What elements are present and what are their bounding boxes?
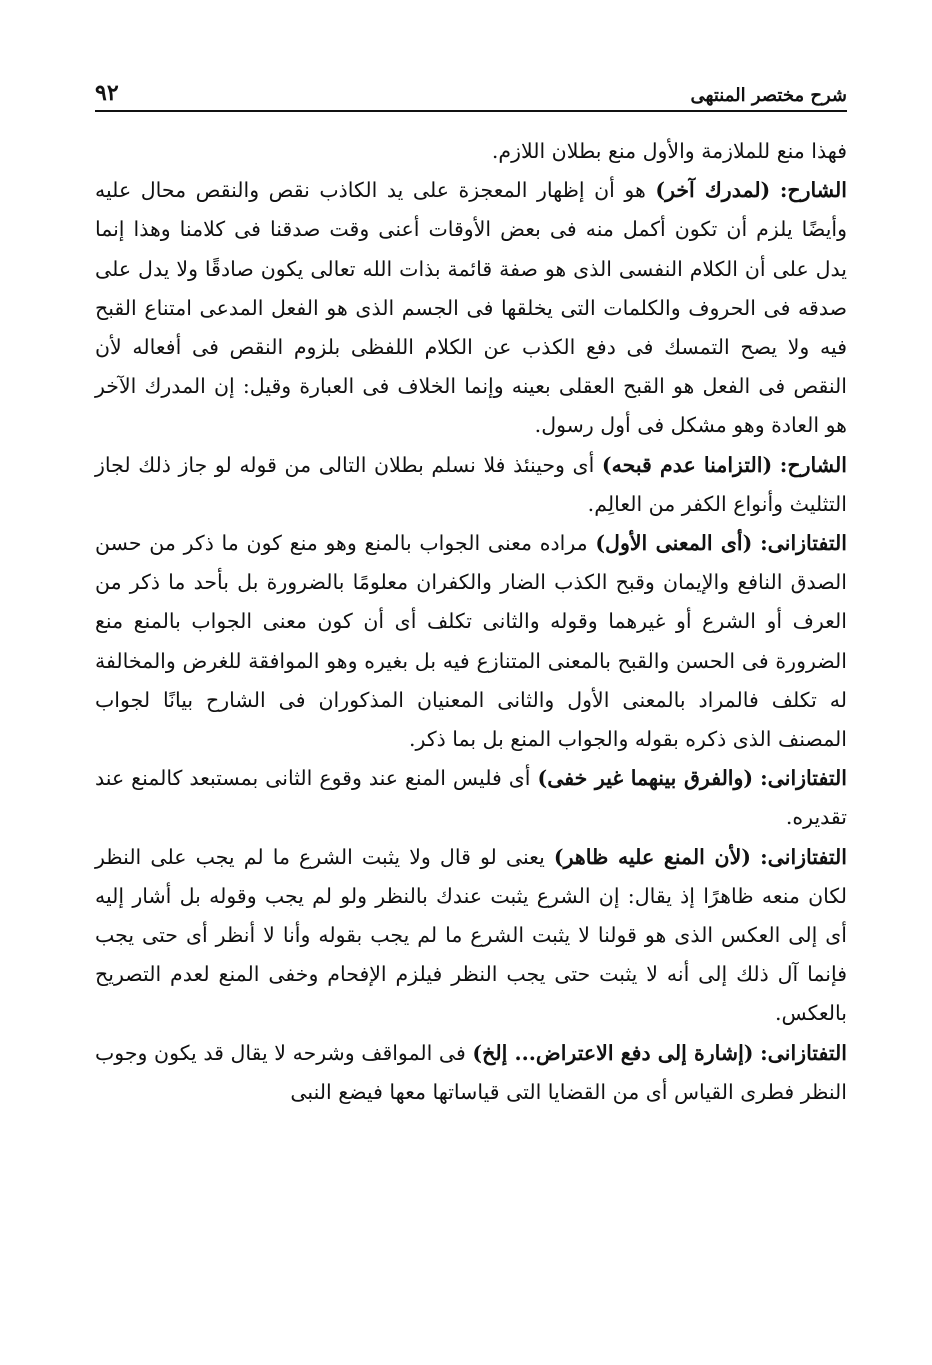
book-page	[95, 70, 847, 1340]
paragraph-text: فى المواقف وشرحه لا يقال قد يكون وجوب النظر فطرى القياس أى من القضايا التى قياساتها معها فيضع النبى	[95, 1040, 847, 1104]
paragraph-commentary	[95, 524, 847, 759]
paragraph-commentary	[95, 759, 847, 837]
paragraph-commentary	[95, 446, 847, 524]
quoted-lemma: (لمدرك آخر)	[655, 178, 771, 203]
quoted-lemma: (والفرق بينهما غير خفى)	[537, 766, 754, 791]
quoted-lemma: (لأن المنع عليه ظاهر)	[553, 844, 751, 869]
speaker-label: الشارح:	[779, 178, 847, 203]
paragraph-text: هو أن إظهار المعجزة على يد الكاذب نقص والنقص محال عليه وأيضًا يلزم أن تكون أكمل منه فى بعض الأوقات أعنى وقت صدقنا فى كلامنا وهذا إنما يدل على أن الكلام النفسى الذى هو صفة قائمة بذات الله تعالى يكون صادقًا ولا يدل على صدقه فى الحروف والكلمات التى يخلقها فى الجسم الذى هو الفعل المدعى امتناع القبح فيه ولا يصح التمسك فى دفع الكذب عن الكلام اللفظى بلزوم النقص فى أفعاله لأن النقص فى الفعل هو القبح العقلى بعينه وإنما الخلاف فى العبارة وقيل: إن المدرك الآخر هو العادة وهو مشكل فى أول رسول.	[95, 178, 847, 438]
paragraph-text: يعنى لو قال ولا يثبت الشرع ما لم يجب على النظر لكان منعه ظاهرًا إذ يقال: إن الشرع يثبت عندك بالنظر ولو لم يجب وقوله بل أشار إليه أى إلى العكس الذى هو قولنا لا يثبت الشرع ما لم يجب بقوله وأنا لا أنظر أى حتى يجب فإنما آل ذلك إلى أنه لا يثبت حتى يجب النظر فيلزم الإفحام وخفى المنع لعدم التصريح بالعكس.	[95, 844, 847, 1026]
paragraph-text: فهذا منع للملازمة والأول منع بطلان اللازم.	[491, 139, 847, 163]
body-text	[95, 132, 847, 1112]
quoted-lemma: (التزامنا عدم قبحه)	[601, 452, 773, 477]
speaker-label: التفتازانى:	[760, 1040, 847, 1065]
paragraph-text: أى وحينئذ فلا نسلم بطلان التالى من قوله لو جاز ذلك لجاز التثليث وأنواع الكفر من العالِم.	[95, 452, 847, 516]
quoted-lemma: (إشارة إلى دفع الاعتراض... إلخ)	[472, 1040, 754, 1065]
paragraph-commentary	[95, 171, 847, 445]
paragraph-continuation	[95, 132, 847, 171]
speaker-label: التفتازانى:	[760, 531, 847, 556]
page-number: ٩٢	[95, 80, 119, 106]
running-title: شرح مختصر المنتهى	[690, 85, 847, 106]
quoted-lemma: (أى المعنى الأول)	[595, 531, 753, 556]
paragraph-commentary	[95, 1034, 847, 1112]
paragraph-text: أى فليس المنع عند وقوع الثانى بمستبعد كالمنع عند تقديره.	[95, 766, 847, 830]
speaker-label: التفتازانى:	[760, 844, 847, 869]
paragraph-commentary	[95, 838, 847, 1034]
paragraph-text: مراده معنى الجواب بالمنع وهو منع كون ما ذكر من حسن الصدق النافع والإيمان وقبح الكذب الضار والكفران معلومًا بالضرورة بل بأحد ما ذكر من العرف أو الشرع أو غيرهما وقوله والثانى تكلف أى أن كون معنى الجواب بالمنع منع الضرورة فى الحسن والقبح بالمعنى المتنازع فيه بل بغيره وهو الموافقة للغرض والمخالفة له تكلف فالمراد بالمعنى الأول والثانى المعنيان المذكوران فى الشارح بيانًا لجواب المصنف الذى ذكره بقوله والجواب المنع بل بما ذكر.	[95, 531, 847, 752]
speaker-label: التفتازانى:	[760, 766, 847, 791]
running-header	[95, 70, 847, 112]
speaker-label: الشارح:	[779, 452, 847, 477]
